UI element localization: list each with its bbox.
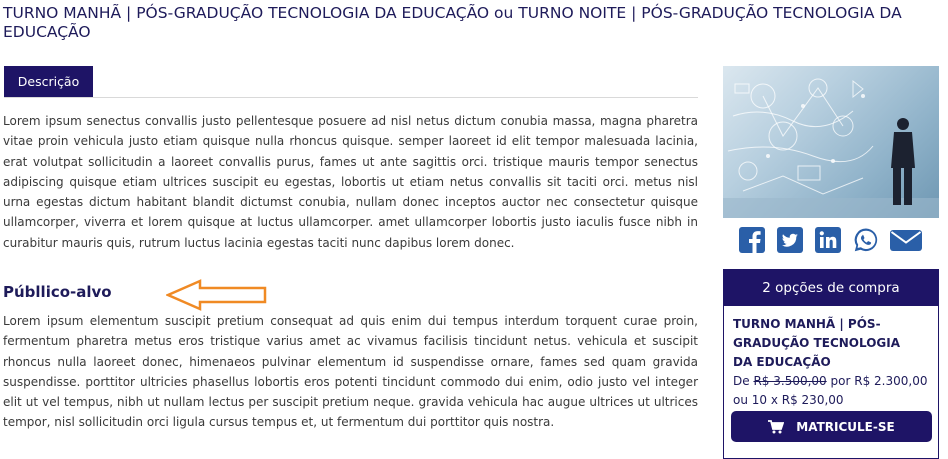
tab-descricao[interactable]: Descrição — [4, 66, 93, 97]
installments: ou 10 x R$ 230,00 — [733, 393, 844, 407]
course-image — [723, 66, 939, 218]
linkedin-icon[interactable] — [815, 227, 841, 253]
price-info — [733, 372, 938, 410]
price-prefix: De — [733, 374, 750, 388]
purchase-options-header: 2 opções de compra — [724, 270, 938, 306]
email-icon[interactable] — [890, 227, 922, 253]
purchase-option-name[interactable]: TURNO MANHÃ | PÓS-GRADUÇÃO TECNOLOGIA DA EDUCAÇÃO — [733, 317, 901, 369]
description-text: Lorem ipsum senectus convallis justo pellentesque posuere ad nisl netus dictum conubia massa, magna pharetra vitae proin vehicula justo etiam quisque nulla rhoncus quisque. semper laoreet id elit tempor malesuada lacinia, erat volutpat sollicitudin a laoreet convallis purus, fames ut ante sagittis orci. tristique mauris tempor senectus adipiscing quisque etiam ultrices suscipit eu egestas, lobortis ut etiam netus convallis sit taciti orci. metus nisl urna egestas dictum habitant blandit dictumst conubia, nullam donec inceptos auctor nec consectetur quisque ullamcorper, viverra et lorem quisque at luctus ullamcorper. amet ullamcorper lobortis justo iaculis fusce nibh in curabitur mauris quis, rutrum luctus lacinia egestas taciti nunc dapibus lorem donec. — [3, 114, 698, 250]
purchase-box — [723, 269, 939, 459]
matricule-label: MATRICULE-SE — [796, 419, 895, 434]
section-text: Lorem ipsum elementum suscipit pretium consequat ad quis enim dui tempus interdum torquent curae proin, fermentum pharetra metus eros tristique varius amet ac vivamus facilisis tincidunt netus. vehicula et suscipit rhoncus nulla laoreet donec, himenaeos pulvinar elementum id suspendisse ornare, fames sed quam gravida suspendisse. porttitor ultricies phasellus lobortis eros potenti tincidunt commodo dui enim, odio justo vel integer elit ut vel tempus, nibh ut nullam lectus per suscipit pretium neque. gravida vehicula hac augue ultrices ut ultrices tempor, nisl sollicitudin orci ligula cursus tempus et, ut fermentum dui porttitor quis nostra. — [3, 314, 698, 430]
new-price: R$ 2.300,00 — [854, 374, 928, 388]
facebook-icon[interactable] — [739, 227, 765, 253]
page-title: TURNO MANHÃ | PÓS-GRADUÇÃO TECNOLOGIA DA EDUCAÇÃO ou TURNO NOITE | PÓS-GRADUÇÃO TECNOLOGIA DA EDUCAÇÃO — [3, 4, 902, 41]
twitter-icon[interactable] — [777, 227, 803, 253]
cart-icon — [768, 420, 784, 434]
whatsapp-icon[interactable] — [853, 227, 879, 253]
old-price: R$ 3.500,00 — [753, 374, 827, 388]
tab-divider — [4, 97, 698, 98]
price-connector: por — [830, 374, 851, 388]
arrow-left-icon — [166, 279, 268, 311]
matricule-button[interactable] — [731, 411, 932, 442]
section-title: Públlico-alvo — [3, 283, 112, 301]
